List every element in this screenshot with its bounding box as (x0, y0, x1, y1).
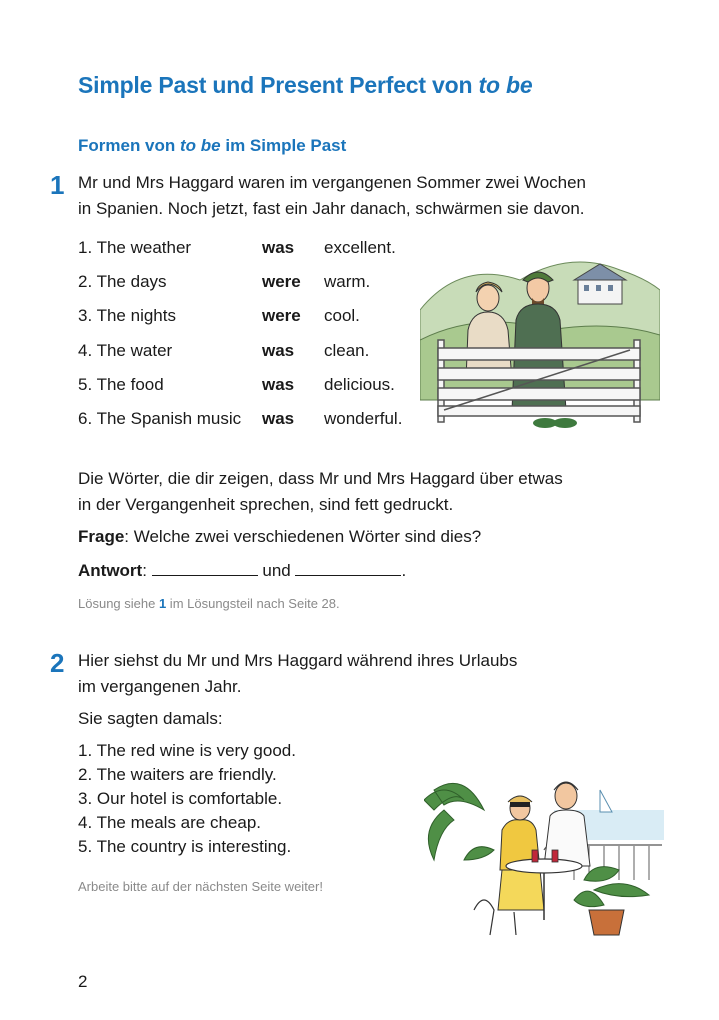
list-item: 5. The country is interesting. (78, 837, 292, 856)
exercise-2-intro: Hier siehst du Mr und Mrs Haggard während ihres Urlaubs im vergangenen Jahr. (78, 651, 518, 696)
answer-blank-1[interactable] (152, 561, 258, 576)
exercise-1-explanation: Die Wörter, die dir zeigen, dass Mr und Mrs Haggard über etwas in der Vergangenheit sprechen, sind fett gedruckt. (78, 469, 563, 514)
solution-reference: Lösung siehe 1 im Lösungsteil nach Seite 28. (78, 596, 340, 611)
continue-note: Arbeite bitte auf der nächsten Seite weiter! (78, 879, 323, 894)
couple-at-cafe-illustration (424, 770, 664, 940)
said-label: Sie sagten damals: (78, 709, 223, 728)
page-number: 2 (78, 972, 88, 991)
page-title: Simple Past und Present Perfect von to be (78, 72, 533, 98)
list-item: 4. The meals are cheap. (78, 813, 262, 832)
exercise-1-intro: Mr und Mrs Haggard waren im vergangenen Sommer zwei Wochen in Spanien. Noch jetzt, fast ein Jahr danach, schwärmen sie davon. (78, 173, 587, 218)
list-item: 3. Our hotel is comfortable. (78, 789, 283, 808)
list-item: 2. The waiters are friendly. (78, 765, 277, 784)
answer-line: Antwort: und . (78, 561, 407, 580)
exercise-number-2: 2 (50, 648, 65, 678)
answer-blank-2[interactable] (295, 561, 401, 576)
couple-at-gate-illustration (420, 240, 660, 436)
list-item: 1. The red wine is very good. (78, 741, 296, 760)
section-heading: Formen von to be im Simple Past (78, 136, 347, 155)
question-line: Frage: Welche zwei verschiedenen Wörter sind dies? (78, 527, 482, 546)
exercise-number-1: 1 (50, 170, 65, 200)
